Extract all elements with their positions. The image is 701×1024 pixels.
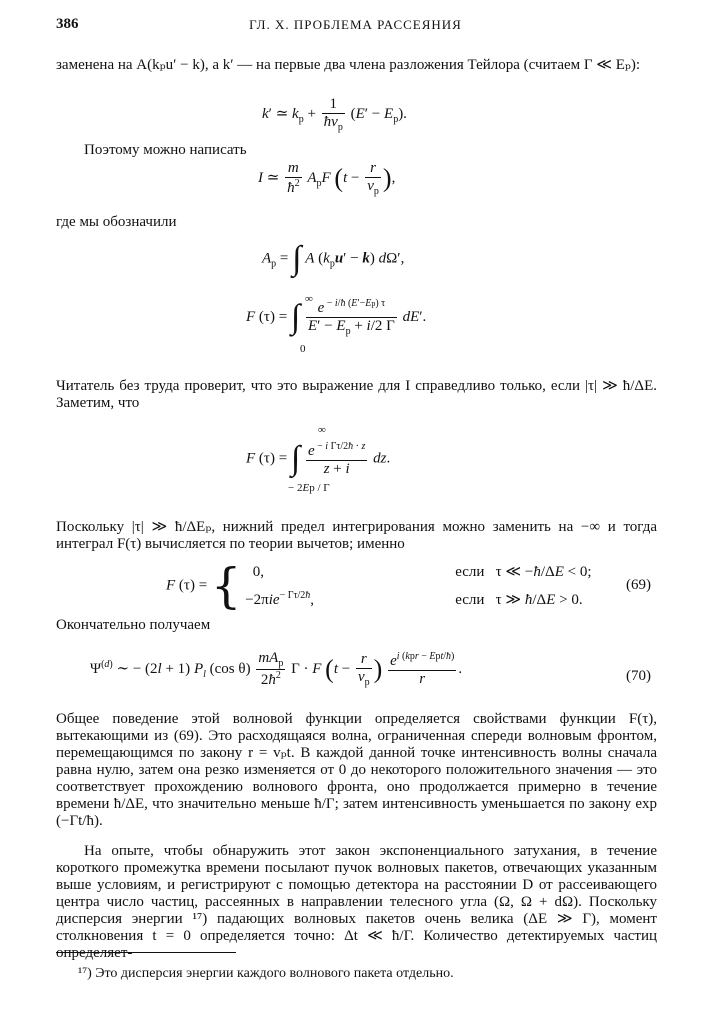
paragraph-1: заменена на A(kₚu′ − k), а k′ — на первые два члена разложения Тейлора (считаем Γ ≪ Eₚ): [56,57,641,73]
equation-number-69: (69) [626,577,651,593]
page-header [56,16,655,36]
equation-k-prime: k′ ≃ $k_p$ + $\frac{1}{ħv_p}$ $(E' - E_p)$. [262,96,407,133]
lower-limit: 0 [300,343,306,355]
upper-limit: ∞ [305,293,313,305]
paragraph-3: где мы обозначили [56,214,177,230]
paragraph-4: Читатель без труда проверит, что это выражение для I справедливо только, если |τ| ≫ ħ/ΔE. Заметим, что [56,378,657,411]
lower-limit-2: − 2Ep / Γ [288,482,330,494]
equation-A-p: $A_p$ = ∫ A $(k_pu' - k)$ dΩ′, [262,240,405,277]
equation-70: $\Psi^{(d)}$ ∼ − (2l + 1) $P_l$ (cos θ) $\frac{mA_p}{2ħ^2}$ Γ · F (t − $\frac{r}{v_p}$ ) $\frac{e^{i (kpr - Ept/ħ)}}{r}$ . [90,650,463,688]
equation-F-tau-1: F (τ) = ∫ $\frac{e ^{- i/ħ (E'-Ep) \tau}}{E' - E_p + i/2 \Gamma}$ dE′. [246,298,427,337]
equation-69: F (τ) = { 0, если τ ≪ −ħ/ΔE < 0; −2πie$^{- \Gamma\tau/2ħ}$, если τ ≫ ħ/ΔE > 0. [166,558,592,614]
paragraph-6: Окончательно получаем [56,617,211,633]
equation-number-70: (70) [626,668,651,684]
equation-F-tau-2: F (τ) = ∫ $\frac{e ^{- i \Gamma\tau/2ħ \cdot z}}{z + i}$ dz. [246,440,391,477]
running-title: ГЛ. X. ПРОБЛЕМА РАССЕЯНИЯ [249,17,462,32]
paragraph-7: Общее поведение этой волновой функции определяется свойствами функции F(τ), вытекающими из (69). Это расходящаяся волна, ограниченная спереди волновым фронтом, перемещающимся по закону r = vₚt. В каждой данной точке интенсивность волны сначала равна нулю, затем она резко изменяется от 0 до некоторого положительного значения — это соответствует прохождению волнового фронта, оно продолжается примерно в течение времени ħ/ΔE, что значительно меньше ħ/Γ; затем интенсивность уменьшается по закону exp (−Γt/ħ). [56,711,657,829]
case-if-2: если [455,592,485,608]
paragraph-5: Поскольку |τ| ≫ ħ/ΔEₚ, нижний предел интегрирования можно заменить на −∞ и тогда интеграл F(τ) вычисляется по теории вычетов; именно [56,519,657,552]
page-number: 386 [56,16,79,32]
footnote-rule [56,952,236,953]
case-if-1: если [455,564,485,580]
equation-I: I ≃ $\frac{m}{ħ^2}$ $A_pF$ (t − $\frac{r}{v_p}$ ), [258,160,396,197]
upper-limit-2: ∞ [318,424,326,436]
paragraph-2: Поэтому можно написать [84,142,247,158]
paragraph-8: На опыте, чтобы обнаружить этот закон экспоненциального затухания, в течение короткого промежутка времени посылают пучок волновых пакетов, отвечающих указанным выше условиям, и регистрируют с помощью детектора на расстоянии D от рассеивающего центра число частиц, рассеянных в направлении телесного угла (Ω, Ω + dΩ). Поскольку дисперсия энергии ¹⁷) падающих волновых пакетов очень велика (ΔE ≫ Γ), момент столкновения t = 0 определяется точно: Δt ≪ ħ/Γ. Количество детектируемых частиц определяет- [56,843,657,961]
footnote: ¹⁷) Это дисперсия энергии каждого волнового пакета отдельно. [78,966,454,981]
